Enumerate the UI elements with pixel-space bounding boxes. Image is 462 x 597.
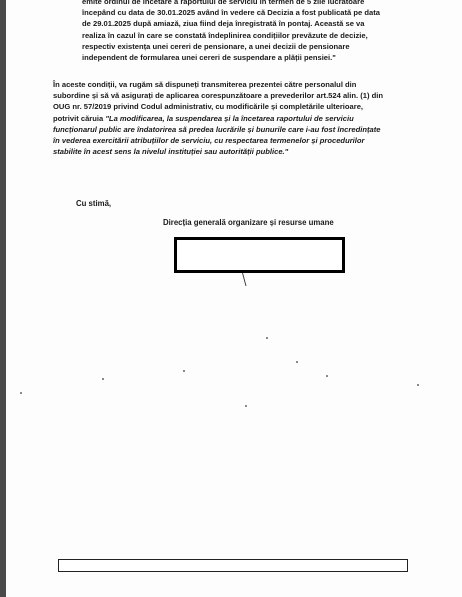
quote-line: stabilite în acest sens la nivelul instituției sau autorității publice." (53, 147, 289, 157)
scan-speck (296, 361, 298, 363)
top-paragraph (82, 0, 450, 63)
quote-line: în vederea exercitării atribuțiilor de serviciu, cu respectarea termenelor și procedurilor (53, 136, 365, 146)
scan-speck (417, 384, 419, 386)
text-line: subordine și să vă asigurați de aplicarea corespunzătoare a prevederilor art.524 alin. (1) din (53, 91, 384, 101)
text-line: respectiv existența unei cereri de pensionare, a unei decizii de pensionare (82, 41, 350, 51)
text-line: realiza în cazul în care se constată îndeplinirea condițiilor prevăzute de decizie, (82, 30, 368, 40)
text-line: emite ordinul de încetare a raportului de serviciu în termen de 5 zile lucrătoare (82, 0, 365, 6)
text-line: de 29.01.2025 după amiază, ziua fiind deja înregistrată în pontaj. Această se va (82, 19, 365, 29)
document-page (6, 0, 462, 597)
text-line: OUG nr. 57/2019 privind Codul administrativ, cu modificările și completările ulterioare, (53, 102, 364, 112)
text-line: independent de formularea unei cereri de suspendare a plății pensiei." (82, 53, 336, 63)
scan-speck (20, 392, 22, 394)
text-line: În aceste condiții, va rugăm să dispuneți transmiterea prezentei către personalul din (53, 80, 357, 89)
closing-salutation: Cu stimă, (76, 199, 112, 208)
quote-start: "La modificarea, la suspendarea și la încetarea raportului de serviciu (105, 113, 354, 123)
text-line: începând cu data de 30.01.2025 având în vedere că Decizia a fost publicată pe data (82, 8, 380, 18)
scan-speck (326, 375, 328, 377)
redacted-name-box (174, 237, 345, 273)
scan-speck (183, 370, 185, 372)
quote-line: funcționarul public are îndatorirea să predea lucrările și bunurile care i-au fost încredințate (53, 124, 381, 134)
quote-lead-in: potrivit căruia (53, 113, 106, 123)
signer-department: Direcția generală organizare și resurse umane (163, 218, 334, 227)
redacted-footer-box (58, 559, 408, 572)
middle-paragraph (53, 79, 450, 157)
scan-speck (266, 337, 268, 339)
text-line (53, 113, 450, 124)
scan-speck (102, 378, 104, 380)
scan-speck (245, 405, 247, 407)
